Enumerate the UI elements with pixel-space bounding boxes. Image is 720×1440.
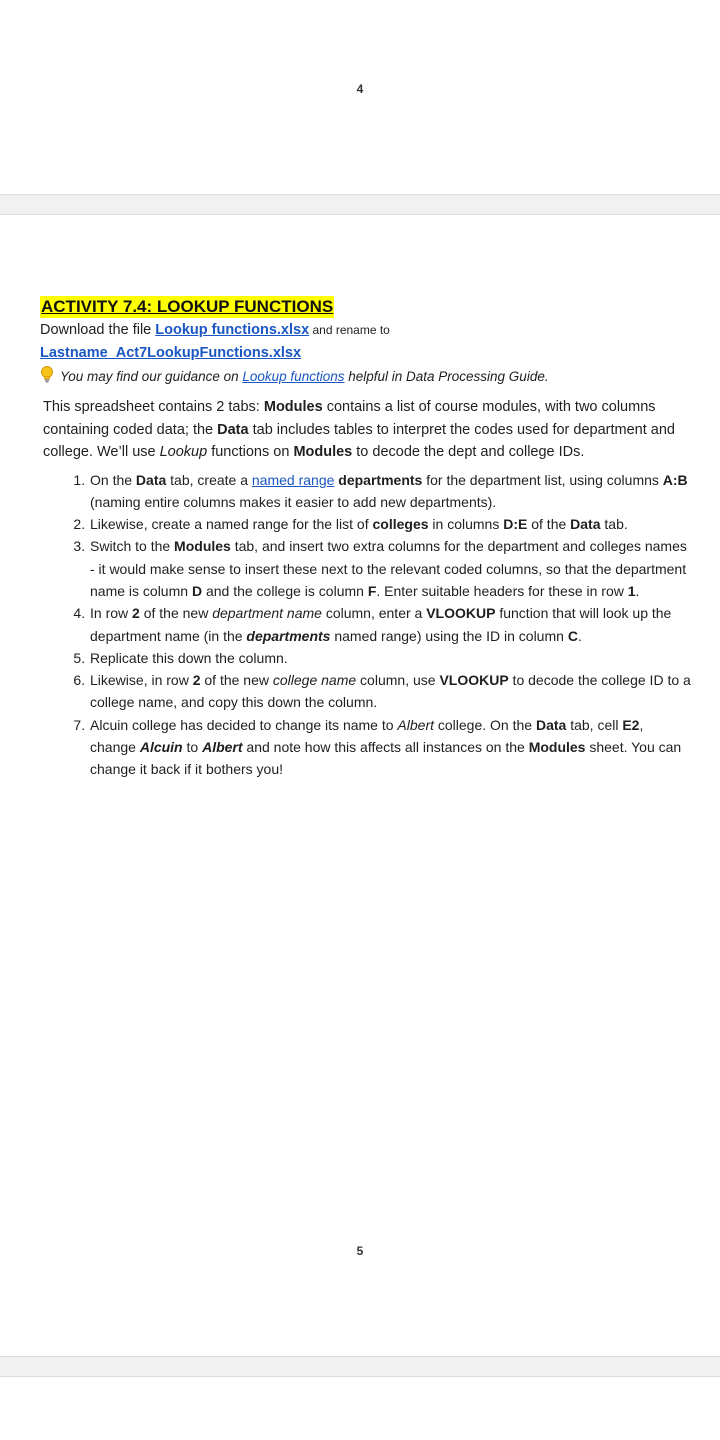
- step-3: 3. Switch to the Modules tab, and insert two extra columns for the department and colleges names - it would make sense to insert these next to the relevant coded columns, so that the department name is column D and the college is column F. Enter suitable headers for these in row 1.: [89, 535, 692, 602]
- activity-section: [40, 296, 692, 781]
- tip-line: You may find our guidance on Lookup functions helpful in Data Processing Guide.: [40, 366, 692, 390]
- page-break-divider: [0, 194, 720, 215]
- lightbulb-icon: [40, 366, 54, 390]
- intro-paragraph: This spreadsheet contains 2 tabs: Modules contains a list of course modules, with two columns containing coded data; the Data tab includes tables to interpret the codes used for department and college. We’ll use Lookup functions on Modules to decode the dept and college IDs.: [43, 399, 675, 460]
- page-number-bottom: 5: [356, 1244, 364, 1258]
- step-6: 6. Likewise, in row 2 of the new college name column, use VLOOKUP to decode the college ID to a college name, and copy this down the column.: [89, 669, 692, 714]
- activity-title: ACTIVITY 7.4: LOOKUP FUNCTIONS: [41, 297, 334, 316]
- page-break-divider-bottom: [0, 1356, 720, 1377]
- step-1: 1. On the Data tab, create a named range departments for the department list, using columns A:B (naming entire columns makes it easier to add new departments).: [89, 469, 692, 514]
- named-range-link[interactable]: named range: [251, 471, 335, 488]
- page-number-top: 4: [356, 82, 364, 96]
- activity-heading: [40, 296, 692, 318]
- rename-line: [40, 342, 692, 365]
- rename-file-link[interactable]: Lastname_Act7LookupFunctions.xlsx: [40, 345, 302, 361]
- step-2: 2. Likewise, create a named range for the list of colleges in columns D:E of the Data tab.: [89, 513, 692, 535]
- steps-list: [40, 469, 692, 781]
- step-5: 5. Replicate this down the column.: [89, 647, 692, 669]
- download-file-link[interactable]: Lookup functions.xlsx: [155, 322, 310, 338]
- step-7: 7. Alcuin college has decided to change its name to Albert college. On the Data tab, cell E2, change Alcuin to Albert and note how this affects all instances on the Modules sheet. You can change it back if it bothers you!: [89, 714, 692, 781]
- download-line: Download the file Lookup functions.xlsx and rename to: [40, 322, 390, 338]
- lookup-functions-guide-link[interactable]: Lookup functions: [242, 369, 345, 384]
- step-4: 4. In row 2 of the new department name column, enter a VLOOKUP function that will look up the department name (in the departments named range) using the ID in column C.: [89, 602, 692, 647]
